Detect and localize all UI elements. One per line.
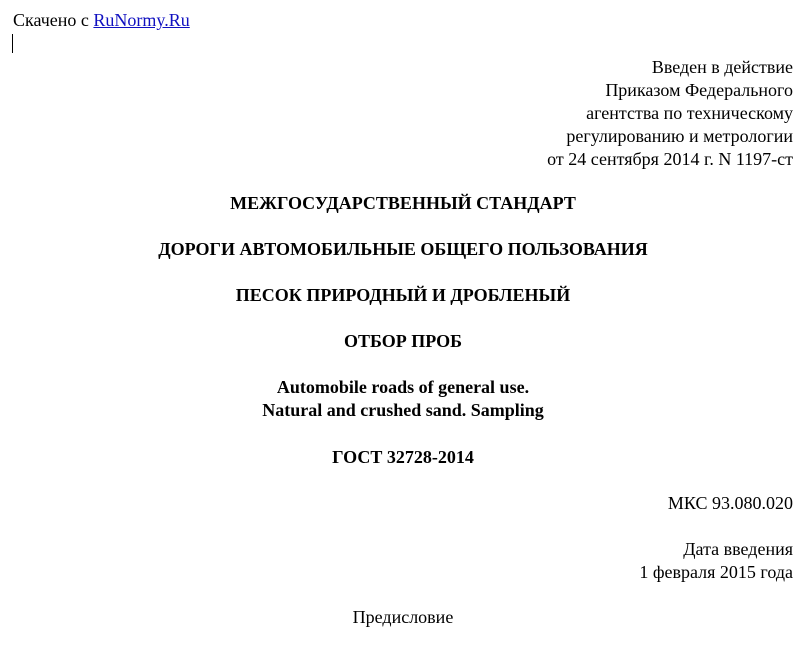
introduction-line: регулированию и метрологии (566, 126, 793, 146)
source-line (13, 9, 190, 31)
introduction-line: Введен в действие (651, 57, 793, 77)
english-title-line-1: Automobile roads of general use. (276, 377, 530, 397)
effective-date-value: 1 февраля 2015 года (639, 562, 793, 582)
standard-designation: ГОСТ 32728-2014 (332, 447, 474, 467)
introduction-line: Приказом Федерального (605, 80, 793, 100)
preface-heading: Предисловие (352, 607, 454, 627)
source-link[interactable]: RuNormy.Ru (93, 10, 190, 30)
standard-type-heading: МЕЖГОСУДАРСТВЕННЫЙ СТАНДАРТ (230, 193, 576, 213)
mks-code: МКС 93.080.020 (667, 493, 793, 513)
effective-date-block (639, 538, 793, 584)
introduction-block (547, 56, 793, 171)
text-cursor (12, 34, 13, 53)
effective-date-label: Дата введения (683, 539, 793, 559)
title-line-2: ПЕСОК ПРИРОДНЫЙ И ДРОБЛЕНЫЙ (235, 285, 571, 305)
title-line-1: ДОРОГИ АВТОМОБИЛЬНЫЕ ОБЩЕГО ПОЛЬЗОВАНИЯ (158, 239, 648, 259)
english-title-line-2: Natural and crushed sand. Sampling (262, 400, 544, 420)
introduction-line: от 24 сентября 2014 г. N 1197-ст (547, 149, 793, 169)
title-line-3: ОТБОР ПРОБ (343, 331, 463, 351)
introduction-line: агентства по техническому (586, 103, 793, 123)
source-prefix: Скачено с (13, 10, 89, 30)
